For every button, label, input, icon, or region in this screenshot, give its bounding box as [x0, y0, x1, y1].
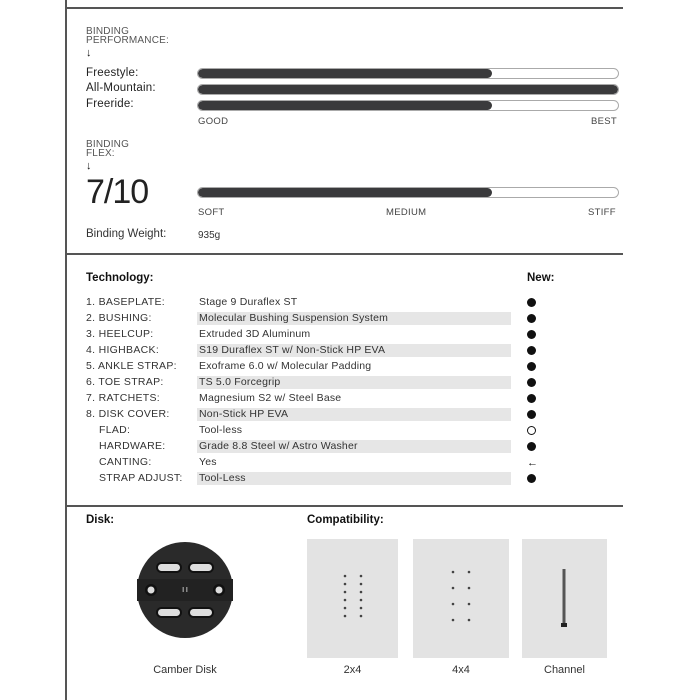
filled-dot-icon — [527, 346, 536, 355]
performance-heading — [86, 27, 169, 45]
hole-dot — [344, 599, 347, 602]
technology-key: HARDWARE: — [99, 440, 166, 452]
4x4-hole-pattern-icon — [413, 539, 509, 658]
new-open-dot-icon — [527, 426, 537, 436]
technology-key: 4. HIGHBACK: — [86, 344, 160, 356]
technology-key: 2. BUSHING: — [86, 312, 152, 324]
filled-dot-icon — [527, 474, 536, 483]
technology-value: S19 Duraflex ST w/ Non-Stick HP EVA — [197, 344, 511, 357]
new-title: New: — [527, 272, 555, 284]
filled-dot-icon — [527, 378, 536, 387]
hole-dot — [360, 591, 363, 594]
technology-key: 1. BASEPLATE: — [86, 296, 165, 308]
hole-dot — [360, 607, 363, 610]
technology-value: Tool-less — [199, 424, 243, 436]
new-filled-dot-icon — [527, 346, 537, 356]
filled-dot-icon — [527, 298, 536, 307]
hole-dot — [452, 587, 455, 590]
filled-dot-icon — [527, 330, 536, 339]
hole-dot — [468, 619, 471, 622]
hole-dot — [344, 591, 347, 594]
performance-bar-fill — [198, 85, 618, 94]
scale-min-label: GOOD — [198, 116, 229, 127]
filled-dot-icon — [527, 314, 536, 323]
2x4-hole-pattern-icon — [307, 539, 398, 658]
disk-name: Camber Disk — [153, 664, 217, 676]
hole-dot — [360, 599, 363, 602]
performance-bar-freeride — [197, 100, 619, 111]
technology-value: Magnesium S2 w/ Steel Base — [199, 392, 342, 404]
performance-bar-freestyle — [197, 68, 619, 79]
technology-row — [86, 424, 526, 439]
performance-label-freestyle: Freestyle: — [86, 67, 139, 79]
weight-value: 935g — [198, 230, 221, 241]
hole-dot — [344, 607, 347, 610]
technology-row — [86, 344, 526, 359]
performance-bar-fill — [198, 101, 492, 110]
new-filled-dot-icon — [527, 330, 537, 340]
flex-heading-line2: FLEX: — [86, 148, 115, 159]
technology-row — [86, 312, 526, 327]
hole-dot — [468, 603, 471, 606]
technology-value: Extruded 3D Aluminum — [199, 328, 311, 340]
technology-key: FLAD: — [99, 424, 131, 436]
technology-value: Grade 8.8 Steel w/ Astro Washer — [197, 440, 511, 453]
flex-bar — [197, 187, 619, 198]
flex-rating: 7/10 — [86, 173, 149, 211]
technology-row — [86, 408, 526, 423]
left-arrow-glyph: ← — [527, 457, 538, 469]
technology-value: Exoframe 6.0 w/ Molecular Padding — [199, 360, 372, 372]
technology-row — [86, 456, 526, 471]
new-filled-dot-icon — [527, 410, 537, 420]
new-filled-dot-icon — [527, 362, 537, 372]
performance-heading-line2: PERFORMANCE: — [86, 35, 169, 46]
hole-dot — [468, 571, 471, 574]
compat-card-2x4 — [307, 539, 398, 658]
down-arrow-icon: ↓ — [86, 160, 92, 172]
filled-dot-icon — [527, 442, 536, 451]
channel-slot-icon — [522, 539, 607, 658]
compatibility-title: Compatibility: — [307, 514, 384, 526]
open-dot-icon — [527, 426, 536, 435]
weight-label: Binding Weight: — [86, 228, 167, 240]
performance-bar-all-mountain — [197, 84, 619, 95]
technology-row — [86, 328, 526, 343]
technology-key: 8. DISK COVER: — [86, 408, 170, 420]
technology-row — [86, 296, 526, 311]
technology-value: Non-Stick HP EVA — [197, 408, 511, 421]
hole-dot — [452, 619, 455, 622]
technology-key: 7. RATCHETS: — [86, 392, 160, 404]
camber-disk-icon — [136, 541, 234, 639]
hole-dot — [468, 587, 471, 590]
performance-bar-fill — [198, 69, 492, 78]
section-divider — [65, 253, 623, 255]
technology-row — [86, 472, 526, 487]
hole-dot — [344, 575, 347, 578]
hole-dot — [360, 583, 363, 586]
flex-heading-line1: BINDING — [86, 139, 130, 150]
left-arrow-icon — [527, 458, 537, 468]
flex-heading — [86, 140, 129, 158]
new-filled-dot-icon — [527, 298, 537, 308]
technology-value: TS 5.0 Forcegrip — [197, 376, 511, 389]
new-filled-dot-icon — [527, 314, 537, 324]
technology-value: Yes — [199, 456, 217, 468]
technology-value: Stage 9 Duraflex ST — [199, 296, 298, 308]
hole-dot — [452, 603, 455, 606]
compat-label-channel: Channel — [544, 664, 585, 676]
technology-row — [86, 440, 526, 455]
filled-dot-icon — [527, 394, 536, 403]
top-divider — [65, 7, 623, 9]
performance-label-freeride: Freeride: — [86, 98, 134, 110]
technology-row — [86, 392, 526, 407]
compat-card-4x4 — [413, 539, 509, 658]
flex-scale-stiff: STIFF — [588, 207, 616, 218]
technology-row — [86, 376, 526, 391]
technology-key: 5. ANKLE STRAP: — [86, 360, 177, 372]
hole-dot — [344, 583, 347, 586]
technology-key: CANTING: — [99, 456, 152, 468]
filled-dot-icon — [527, 362, 536, 371]
flex-bar-fill — [198, 188, 492, 197]
performance-heading-line1: BINDING — [86, 26, 130, 37]
hole-dot — [360, 575, 363, 578]
down-arrow-icon: ↓ — [86, 47, 92, 59]
performance-label-all-mountain: All-Mountain: — [86, 82, 156, 94]
new-filled-dot-icon — [527, 394, 537, 404]
hole-dot — [452, 571, 455, 574]
filled-dot-icon — [527, 410, 536, 419]
compat-label-2x4: 2x4 — [343, 664, 362, 676]
new-filled-dot-icon — [527, 474, 537, 484]
technology-key: 6. TOE STRAP: — [86, 376, 164, 388]
technology-title: Technology: — [86, 272, 154, 284]
technology-value: Molecular Bushing Suspension System — [197, 312, 511, 325]
technology-value: Tool-Less — [197, 472, 511, 485]
flex-scale-medium: MEDIUM — [386, 207, 427, 218]
disk-title: Disk: — [86, 514, 115, 526]
hole-dot — [360, 615, 363, 618]
compat-card-channel — [522, 539, 607, 658]
section-divider — [65, 505, 623, 507]
technology-key: 3. HEELCUP: — [86, 328, 154, 340]
technology-key: STRAP ADJUST: — [99, 472, 183, 484]
compat-label-4x4: 4x4 — [452, 664, 470, 676]
scale-max-label: BEST — [591, 116, 618, 127]
new-filled-dot-icon — [527, 378, 537, 388]
new-filled-dot-icon — [527, 442, 537, 452]
flex-scale-soft: SOFT — [198, 207, 225, 218]
hole-dot — [344, 615, 347, 618]
technology-row — [86, 360, 526, 375]
